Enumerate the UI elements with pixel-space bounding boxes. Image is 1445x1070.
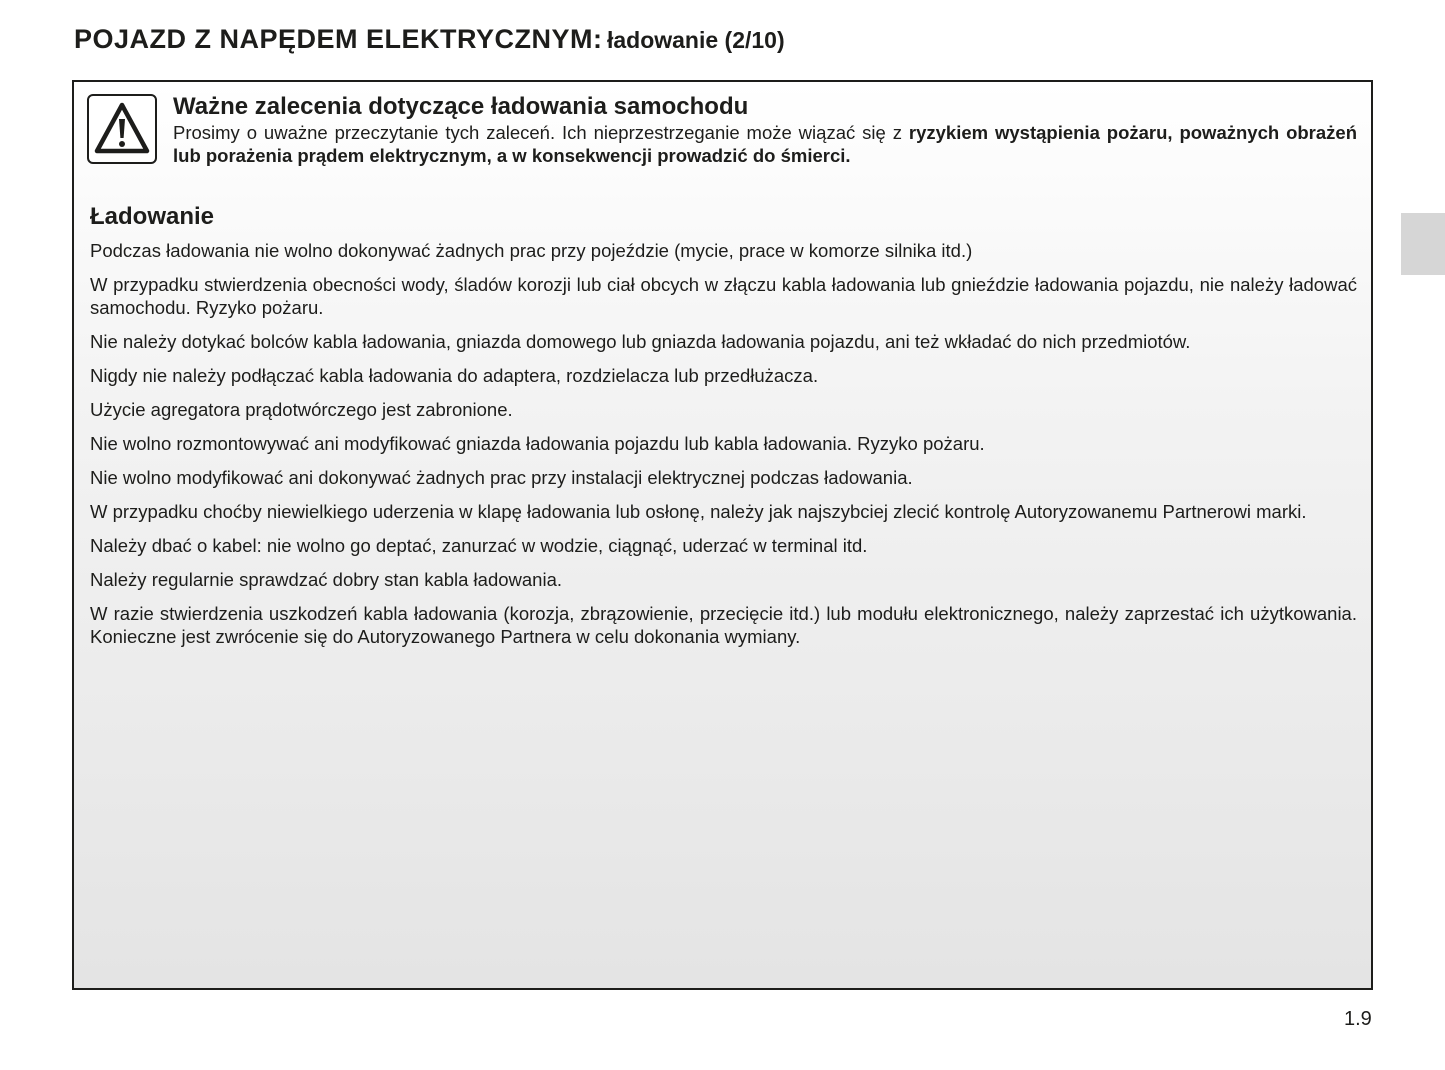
paragraph: Należy dbać o kabel: nie wolno go deptać, zanurzać w wodzie, ciągnąć, uderzać w terminal itd. (90, 535, 868, 556)
page-title (74, 24, 785, 55)
paragraph: W razie stwierdzenia uszkodzeń kabla ładowania (korozja, zbrązowienie, przecięcie itd.) lub modułu elektronicznego, należy zaprzestać ich użytkowania. Konieczne jest zwrócenie się do Autoryzowanego Partnera w celu dokonania wymiany. (90, 603, 1357, 647)
paragraph: W przypadku choćby niewielkiego uderzenia w klapę ładowania lub osłonę, należy jak najszybciej zlecić kontrolę Autoryzowanemu Partnerowi marki. (90, 501, 1307, 522)
section-body (90, 239, 1357, 659)
paragraph: Nie należy dotykać bolców kabla ładowania, gniazda domowego lub gniazda ładowania pojazdu, ani też wkładać do nich przedmiotów. (90, 331, 1191, 352)
warning-text (173, 121, 1357, 167)
warning-text-bold: ryzykiem wystąpienia pożaru, poważnych obrażeń lub porażenia prądem elektrycznym, a w konsekwencji prowadzić do śmierci. (173, 122, 1357, 166)
warning-text-regular: Prosimy o uważne przeczytanie tych zaleceń. Ich nieprzestrzeganie może wiązać się z (173, 122, 909, 143)
paragraph: Należy regularnie sprawdzać dobry stan kabla ładowania. (90, 569, 563, 590)
section-title: Ładowanie (90, 203, 215, 230)
warning-triangle-icon (87, 94, 157, 164)
paragraph: Nie wolno modyfikować ani dokonywać żadnych prac przy instalacji elektrycznej podczas ładowania. (90, 467, 913, 488)
warning-box (72, 80, 1373, 990)
page-title-sub: ładowanie (2/10) (606, 27, 785, 53)
paragraph: Nigdy nie należy podłączać kabla ładowania do adaptera, rozdzielacza lub przedłużacza. (90, 365, 819, 386)
paragraph: Nie wolno rozmontowywać ani modyfikować gniazda ładowania pojazdu lub kabla ładowania. Ryzyko pożaru. (90, 433, 985, 454)
warning-heading: Ważne zalecenia dotyczące ładowania samochodu (173, 93, 749, 120)
page-title-main: POJAZD Z NAPĘDEM ELEKTRYCZNYM: (74, 24, 603, 54)
chapter-side-tab (1401, 213, 1445, 275)
warning-triangle-svg (92, 99, 152, 159)
paragraph: Podczas ładowania nie wolno dokonywać żadnych prac przy pojeździe (mycie, prace w komorze silnika itd.) (90, 240, 973, 261)
paragraph: W przypadku stwierdzenia obecności wody, śladów korozji lub ciał obcych w złączu kabla ładowania lub gnieździe ładowania pojazdu, nie należy ładować samochodu. Ryzyko pożaru. (90, 274, 1357, 318)
page-number: 1.9 (1344, 1008, 1372, 1030)
paragraph: Użycie agregatora prądotwórczego jest zabronione. (90, 399, 513, 420)
